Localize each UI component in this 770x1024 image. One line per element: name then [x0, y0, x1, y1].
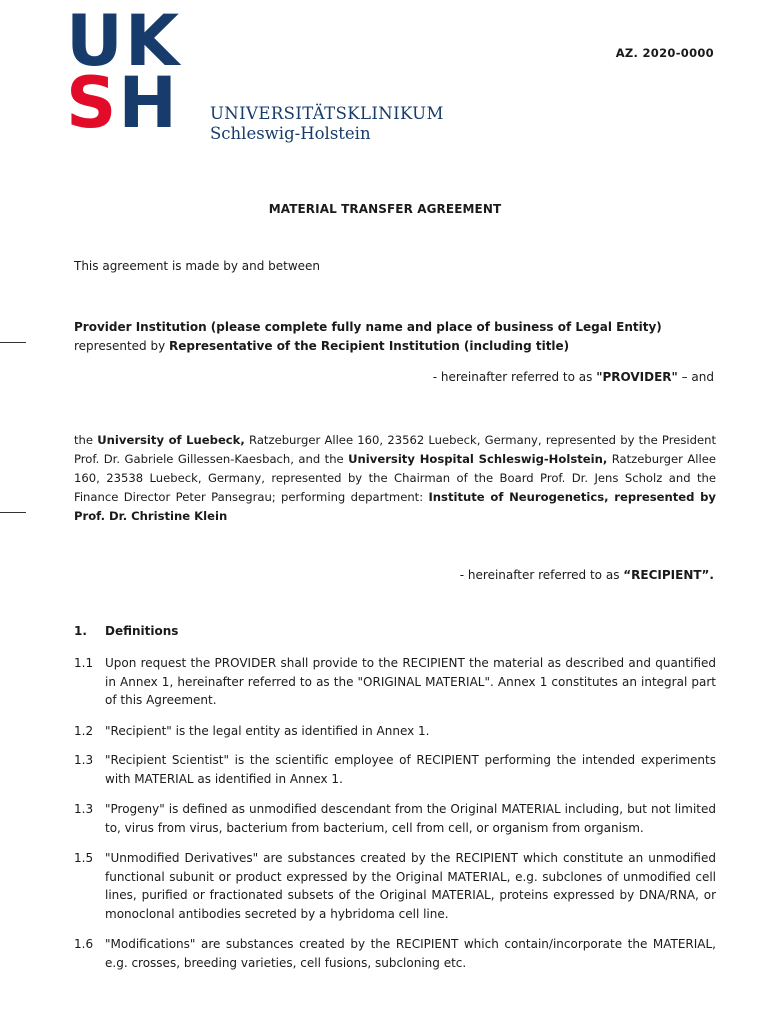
recipient-ref-term: “RECIPIENT”.	[623, 568, 714, 582]
clause-1-3	[74, 751, 716, 788]
logo-letters-uk: UK	[66, 0, 182, 82]
provider-ref-suffix: – and	[677, 370, 714, 384]
section-number: 1.	[74, 624, 87, 638]
clause-number: 1.3	[74, 802, 94, 816]
clause-number: 1.5	[74, 851, 94, 865]
clause-1-2	[74, 722, 716, 741]
provider-institution: Provider Institution (please complete fully name and place of business of Legal Entity)	[74, 320, 662, 334]
logo-wordmark	[210, 104, 444, 144]
reference-number: AZ. 2020-0000	[615, 46, 714, 60]
clause-text: Upon request the PROVIDER shall provide to the RECIPIENT the material as described and quantified in Annex 1, hereinafter referred to as the "ORIGINAL MATERIAL". Annex 1 constitutes an integral part of this Agreement.	[105, 656, 716, 707]
recipient-hospital: University Hospital Schleswig-Holstein,	[348, 452, 608, 466]
clause-1-6	[74, 935, 716, 972]
clause-1-3-progeny	[74, 800, 716, 837]
logo-letters	[66, 0, 191, 145]
provider-block	[74, 318, 716, 356]
clause-text: "Modifications" are substances created by the RECIPIENT which contain/incorporate the MATERIAL, e.g. crosses, breeding varieties, cell fusions, subcloning etc.	[105, 937, 716, 970]
logo-letter-s: S	[66, 62, 119, 144]
clause-1-5	[74, 849, 716, 923]
recipient-text-2: Ratzeburger Allee 160, 23562 Luebeck, Germany, represented by the President Prof. Dr. Gabriele Gillessen-Kaesbach, and the	[74, 433, 716, 466]
logo-name-line1: UNIVERSITÄTSKLINIKUM	[210, 104, 444, 123]
provider-representative: Representative of the Recipient Institution (including title)	[169, 339, 570, 353]
section-heading-definitions	[74, 624, 178, 638]
clause-number: 1.1	[74, 656, 94, 670]
clause-text: "Recipient Scientist" is the scientific employee of RECIPIENT performing the intended experiments with MATERIAL as identified in Annex 1.	[105, 753, 716, 786]
logo-letters-sh	[66, 62, 191, 144]
provider-connector: represented by	[74, 339, 170, 353]
intro-text: This agreement is made by and between	[74, 259, 321, 273]
recipient-text-3: Ratzeburger Allee 160, 23538 Luebeck, Germany, represented by the Chairman of the Board Prof. Dr. Jens Scholz and the Finance Director Peter Pansegrau; performing department:	[74, 452, 716, 504]
provider-ref-term: "PROVIDER"	[596, 370, 678, 384]
recipient-text-1: the	[74, 433, 98, 447]
clause-text: "Recipient" is the legal entity as identified in Annex 1.	[105, 724, 430, 738]
section-title: Definitions	[105, 624, 179, 638]
margin-mark	[0, 512, 26, 513]
recipient-block	[74, 431, 716, 526]
provider-ref-prefix: - hereinafter referred to as	[432, 370, 597, 384]
document-title: MATERIAL TRANSFER AGREEMENT	[268, 202, 502, 216]
clause-1-1	[74, 654, 716, 710]
uksh-logo	[66, 0, 466, 145]
recipient-department: Institute of Neurogenetics, represented by Prof. Dr. Christine Klein	[74, 490, 716, 523]
clause-text: "Progeny" is defined as unmodified descendant from the Original MATERIAL including, but not limited to, virus from virus, bacterium from bacterium, cell from cell, or organism from organism.	[105, 802, 716, 835]
clause-number: 1.3	[74, 753, 94, 767]
margin-mark	[0, 342, 26, 343]
logo-name-line2: Schleswig-Holstein	[210, 124, 371, 143]
recipient-ref-prefix: - hereinafter referred to as	[459, 568, 624, 582]
clause-text: "Unmodified Derivatives" are substances created by the RECIPIENT which constitute an unmodified functional subunit or product expressed by the Original MATERIAL, e.g. subclones of unmodified cell lines, purified or fractionated subsets of the Original MATERIAL, proteins expressed by DNA/RNA, or monoclonal antibodies secreted by a hybridoma cell line.	[105, 851, 716, 921]
recipient-university: University of Luebeck,	[97, 433, 245, 447]
provider-referral	[433, 370, 714, 384]
clause-number: 1.2	[74, 724, 94, 738]
recipient-referral	[460, 568, 714, 582]
logo-letter-h: H	[118, 62, 180, 144]
clause-number: 1.6	[74, 937, 94, 951]
